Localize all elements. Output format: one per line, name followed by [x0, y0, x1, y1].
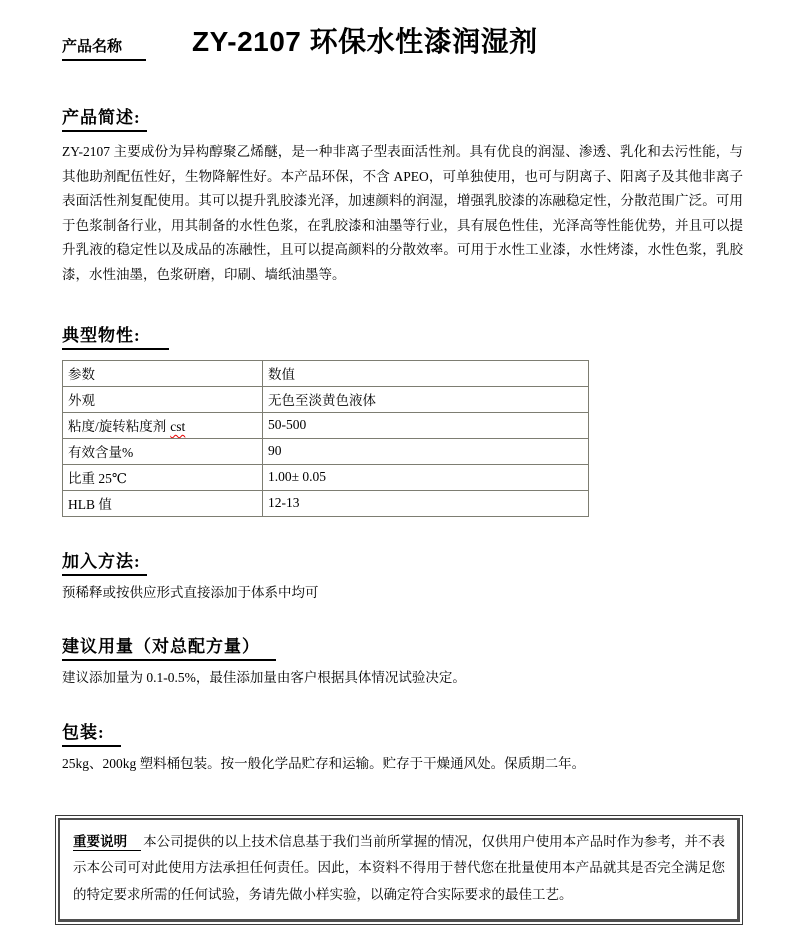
param-column-header: 参数: [63, 361, 263, 387]
section-dosage-heading: 建议用量（对总配方量）: [62, 632, 276, 661]
section-method-heading: 加入方法:: [62, 547, 147, 576]
notice-inner: [58, 818, 740, 923]
notice-text: 本公司提供的以上技术信息基于我们当前所掌握的情况，仅供用户使用本产品时作为参考，并不表示本公司可对此使用方法承担任何责任。因此，本资料不得用于替代您在批量使用本产品就其是否完全满足您的特定要求所需的任何试验，务请先做小样实验，以确定符合实际要求的最佳工艺。: [73, 834, 725, 902]
value-cell: 90: [263, 439, 589, 465]
value-cell: 无色至淡黄色液体: [263, 387, 589, 413]
spellcheck-underlined-text: cst: [170, 419, 185, 434]
param-text: 粘度/旋转粘度剂: [68, 419, 166, 434]
table-header-row: [63, 361, 589, 387]
value-cell: 1.00± 0.05: [263, 465, 589, 491]
section-intro: [62, 103, 742, 287]
param-cell: [63, 413, 263, 439]
table-row: [63, 465, 589, 491]
product-name-label: 产品名称: [62, 35, 146, 61]
method-text: 预稀释或按供应形式直接添加于体系中均可: [62, 581, 743, 606]
doc-header: [62, 20, 742, 61]
page-title: ZY-2107 环保水性漆润湿剂: [192, 20, 538, 60]
dosage-text: 建议添加量为 0.1-0.5%，最佳添加量由客户根据具体情况试验决定。: [62, 666, 743, 691]
table-row: [63, 491, 589, 517]
properties-table: [62, 360, 589, 517]
section-packaging-heading: 包装:: [62, 718, 121, 747]
packaging-text: 25kg、200kg 塑料桶包装。按一般化学品贮存和运输。贮存于干燥通风处。保质期二年。: [62, 752, 743, 777]
section-properties-heading: 典型物性:: [62, 321, 169, 350]
value-cell: 50-500: [263, 413, 589, 439]
section-packaging: [62, 718, 742, 777]
param-cell: 外观: [63, 387, 263, 413]
param-cell: 有效含量%: [63, 439, 263, 465]
table-row: [63, 439, 589, 465]
section-dosage: [62, 632, 742, 691]
section-intro-heading: 产品简述:: [62, 103, 147, 132]
section-method: [62, 547, 742, 606]
param-cell: HLB 值: [63, 491, 263, 517]
intro-paragraph: ZY-2107 主要成份为异构醇聚乙烯醚，是一种非离子型表面活性剂。具有优良的润湿、渗透、乳化和去污性能，与其他助剂配伍性好，生物降解性好。本产品环保，不含 APEO，可单独使用，也可与阴离子、阳离子及其他非离子表面活性剂复配使用。其可以提升乳胶漆光泽，加速颜料的润湿，增强乳胶漆的冻融稳定性，分散范围广泛。可用于色浆制备行业，用其制备的水性色浆，在乳胶漆和油墨等行业，具有展色性佳，光泽高等性能优势，并且可以提升乳液的稳定性以及成品的冻融性，且可以提高颜料的分散效率。可用于水性工业漆，水性烤漆，水性色浆，乳胶漆，水性油墨，色浆研磨，印刷、墙纸油墨等。: [62, 140, 743, 287]
section-properties: [62, 321, 742, 517]
table-row: [63, 387, 589, 413]
value-column-header: 数值: [263, 361, 589, 387]
table-row: [63, 413, 589, 439]
param-cell: 比重 25℃: [63, 465, 263, 491]
notice-label: 重要说明: [73, 834, 141, 851]
important-notice-box: [55, 815, 743, 925]
value-cell: 12-13: [263, 491, 589, 517]
